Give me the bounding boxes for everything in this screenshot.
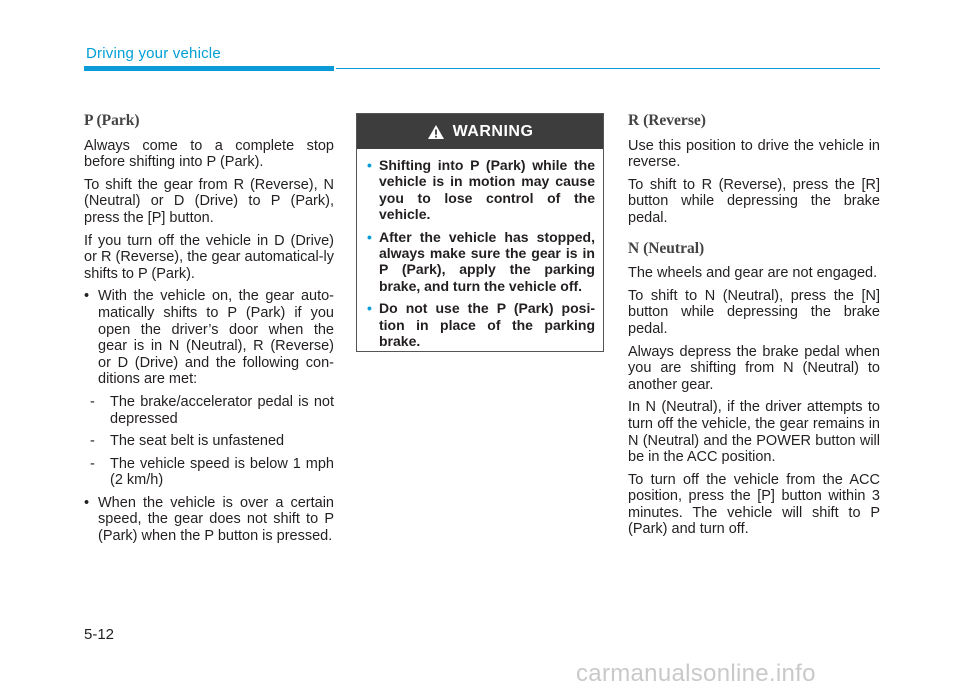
watermark-text: carmanualsonline.info — [576, 660, 816, 687]
paragraph: The wheels and gear are not engaged. — [628, 265, 878, 282]
bullet-dot: • — [367, 228, 372, 245]
right-column — [628, 113, 880, 544]
paragraph: Always come to a complete stop before shifting into P (Park). — [84, 137, 334, 171]
page-number: 5-12 — [84, 626, 115, 643]
sub-text: The seat belt is unfastened — [110, 433, 285, 450]
sub-item — [90, 394, 334, 427]
dash-marker: - — [90, 455, 95, 472]
warning-box — [356, 113, 604, 352]
bullet-dot: • — [367, 157, 372, 173]
reverse-heading: R (Reverse) — [628, 112, 706, 129]
paragraph: To shift to N (Neutral), press the [N] button while depressing the brake pedal. — [628, 287, 880, 337]
paragraph: To shift the gear from R (Reverse), N (Neutral) or D (Drive) to P (Park), press the [P] button. — [84, 176, 334, 226]
bullet-item — [84, 495, 334, 545]
left-column — [84, 113, 334, 551]
warning-text: Do not use the P (Park) posi-tion in place of the parking brake. — [379, 300, 595, 350]
dash-marker: - — [90, 393, 95, 410]
neutral-heading: N (Neutral) — [628, 239, 705, 257]
warning-header — [357, 114, 603, 149]
warning-item — [367, 229, 595, 295]
paragraph: To turn off the vehicle from the ACC position, press the [P] button within 3 minutes. The vehicle will shift to P (Park) and turn off. — [628, 471, 880, 538]
warning-text: After the vehicle has stopped, always make sure the gear is in P (Park), apply the parking brake, and turn the vehicle off. — [379, 228, 595, 294]
sub-text: The brake/accelerator pedal is not depressed — [110, 393, 334, 427]
header-rule — [336, 68, 880, 69]
section-header-title: Driving your vehicle — [86, 45, 221, 62]
paragraph: To shift to R (Reverse), press the [R] button while depressing the brake pedal. — [628, 176, 880, 226]
bullet-item — [84, 288, 334, 388]
bullet-text: With the vehicle on, the gear auto-matically shifts to P (Park) if you open the driver’s door when the gear is in N (Neutral), R (Reverse) or D (Drive) and the following con-ditions are met: — [98, 288, 334, 388]
paragraph: Always depress the brake pedal when you are shifting from N (Neutral) to another gear. — [628, 343, 880, 393]
bullet-dot: • — [84, 494, 90, 511]
sub-item — [90, 433, 334, 450]
paragraph: Use this position to drive the vehicle in reverse. — [628, 137, 880, 171]
paragraph: In N (Neutral), if the driver attempts to turn off the vehicle, the gear remains in N (Neutral) and the POWER button will be in the ACC position. — [628, 399, 880, 466]
warning-body — [357, 149, 603, 349]
paragraph: If you turn off the vehicle in D (Drive) or R (Reverse), the gear automatical-ly shifts to P (Park). — [84, 232, 334, 282]
warning-item — [367, 157, 595, 223]
warning-title: WARNING — [452, 122, 534, 140]
sub-item — [90, 456, 334, 489]
bullet-dot: • — [84, 288, 90, 305]
warning-triangle-icon — [427, 124, 445, 140]
warning-item — [367, 300, 595, 349]
dash-marker: - — [90, 433, 95, 450]
bullet-dot: • — [367, 300, 372, 317]
sub-text: The vehicle speed is below 1 mph (2 km/h) — [110, 455, 334, 489]
bullet-text: When the vehicle is over a certain speed, the gear does not shift to P (Park) when the P button is pressed. — [98, 494, 334, 545]
header-accent-bar — [84, 66, 334, 71]
park-heading: P (Park) — [84, 112, 140, 129]
warning-text: Shifting into P (Park) while the vehicle is in motion may cause you to lose control of the vehicle. — [379, 157, 595, 223]
